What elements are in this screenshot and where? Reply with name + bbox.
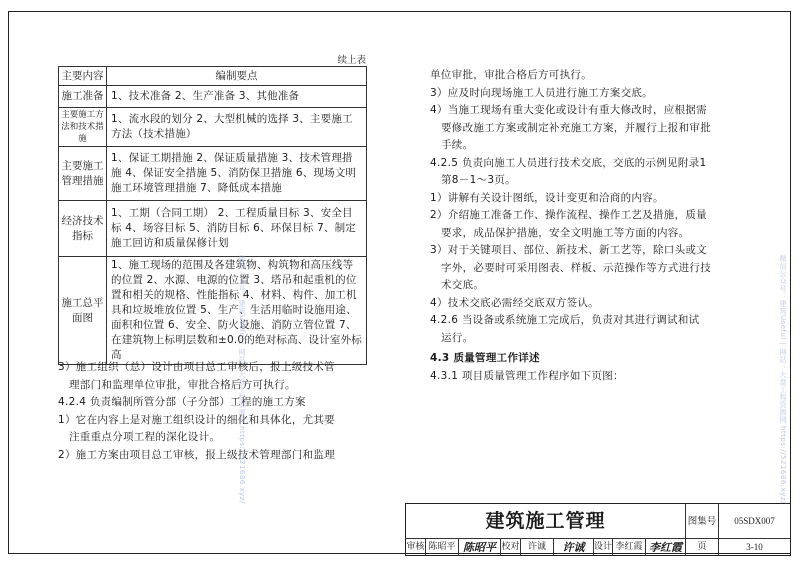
text-line: 2）介绍施工准备工作、操作流程、操作工艺及措施，质量 xyxy=(430,209,707,221)
text-line: 4）当施工现场有重大变化或设计有重大修改时，应根据需 xyxy=(430,104,707,116)
text-line: 要修改施工方案或制定补充施工方案，并履行上报和审批 xyxy=(441,121,711,134)
table-row xyxy=(59,257,367,365)
row-key: 主要施工管理措施 xyxy=(59,147,107,201)
header-key-points: 编制要点 xyxy=(107,67,367,86)
design-label: 设计 xyxy=(594,539,613,556)
row-key: 经济技术指标 xyxy=(59,201,107,257)
table-row xyxy=(59,147,367,201)
row-key: 施工准备 xyxy=(59,86,107,108)
title-block xyxy=(405,503,791,556)
reviewer-name: 陈昭平 xyxy=(426,539,459,556)
text-line: 第8－1～3页。 xyxy=(441,174,516,186)
text-line: 字外，必要时可采用图表、样板、示范操作等方式进行技 xyxy=(441,261,711,274)
designer-name: 李红霞 xyxy=(613,539,646,556)
reviewer-signature: 陈昭平 xyxy=(459,539,501,556)
text-line: 1）它在内容上是对施工组织设计的细化和具体化，尤其要 xyxy=(58,413,335,426)
text-line: 手续。 xyxy=(441,139,474,151)
text-line: 术交底。 xyxy=(441,279,485,291)
row-value: 1、保证工期措施 2、保证质量措施 3、技术管理措施 4、保证安全措施 5、消防保卫措施 6、现场文明施工环境管理措施 7、降低成本措施 xyxy=(107,147,367,201)
right-text-column xyxy=(430,67,770,385)
section-heading: 4.3 质量管理工作详述 xyxy=(430,352,540,364)
designer-signature: 李红霞 xyxy=(646,539,686,556)
text-line: 理部门和监理单位审批，审批合格后方可执行。 xyxy=(69,378,296,391)
page-number: 3-10 xyxy=(746,542,763,552)
text-line: 4）技术交底必需经交底双方签认。 xyxy=(430,296,599,309)
text-line: 2）施工方案由项目总工审核，报上级技术管理部门和监理 xyxy=(58,448,335,461)
row-key: 主要施工方法和技术措施 xyxy=(59,108,107,147)
atlas-number-label: 图集号 xyxy=(686,504,719,539)
text-line: 3）应及时向现场施工人员进行施工方案交底。 xyxy=(430,86,653,99)
review-label: 审核 xyxy=(406,539,426,556)
table-row xyxy=(59,108,367,147)
text-line: 运行。 xyxy=(441,331,474,344)
row-value: 1、工期（合同工期） 2、工程质量目标 3、安全目标 4、场容目标 5、消防目标 6、环保目标 7、制定施工回访和质量保修计划 xyxy=(107,201,367,257)
clause-heading: 4.2.6 当设备或系统施工完成后，负责对其进行调试和试 xyxy=(430,314,700,326)
text-line: 3）对于关键项目、部位、新技术、新工艺等，除口头或文 xyxy=(430,244,707,256)
watermark-right: 微信公众号：建筑Useful | 网站：大盘工程资源网 https://521686.xyz/ xyxy=(779,255,787,504)
text-line: 注重重点分项工程的深化设计。 xyxy=(69,431,221,443)
text-line: 要求，成品保护措施，安全文明施工等方面的内容。 xyxy=(441,226,690,239)
text-line: 1）讲解有关设计图纸，设计变更和洽商的内容。 xyxy=(430,191,664,204)
atlas-number: 05SDX007 xyxy=(719,504,790,539)
table-header-row xyxy=(59,67,367,86)
table-row xyxy=(59,86,367,108)
row-value: 1、施工现场的范围及各建筑物、构筑物和高压线等的位置 2、水源、电源的位置 3、塔吊和起重机的位置和相关的规格、性能指标 4、材料、构件、加工机具和垃圾堆放位置 5、生产、生活用临时设施用途、面积和位置 6、安全、防火设施、消防立管位置 7、在建筑物上标明层数和±0.0的绝对标高、设计室外标高 xyxy=(107,257,367,365)
page-label: 页 xyxy=(686,539,719,556)
text-line: 3）施工组织（总）设计由项目总工审核后，报上级技术管 xyxy=(58,361,335,373)
left-text-column xyxy=(58,359,378,464)
header-main-content: 主要内容 xyxy=(59,67,107,86)
drawing-title: 建筑施工管理 xyxy=(406,504,686,539)
spec-table xyxy=(58,66,367,365)
check-label: 校对 xyxy=(501,539,521,556)
row-value: 1、流水段的划分 2、大型机械的选择 3、主要施工方法（技术措施） xyxy=(107,108,367,147)
table-row xyxy=(59,201,367,257)
row-key: 施工总平面图 xyxy=(59,257,107,365)
clause-heading: 4.2.5 负责向施工人员进行技术交底，交底的示例见附录1 xyxy=(430,156,707,169)
clause-heading: 4.3.1 项目质量管理工作程序如下页图： xyxy=(430,369,624,382)
clause-heading: 4.2.4 负责编制所管分部（子分部）工程的施工方案 xyxy=(58,396,306,408)
row-value: 1、技术准备 2、生产准备 3、其他准备 xyxy=(107,86,367,108)
signature-row xyxy=(406,539,790,557)
watermark-center: 微信公众号：建筑Useful | 网站：大盘工程资源网 https://521686.xyz/ xyxy=(238,255,246,504)
checker-name: 许诚 xyxy=(521,539,554,556)
text-line: 单位审批，审批合格后方可执行。 xyxy=(430,69,592,81)
checker-signature: 许诚 xyxy=(554,539,594,556)
continued-label: 续上表 xyxy=(337,55,366,66)
